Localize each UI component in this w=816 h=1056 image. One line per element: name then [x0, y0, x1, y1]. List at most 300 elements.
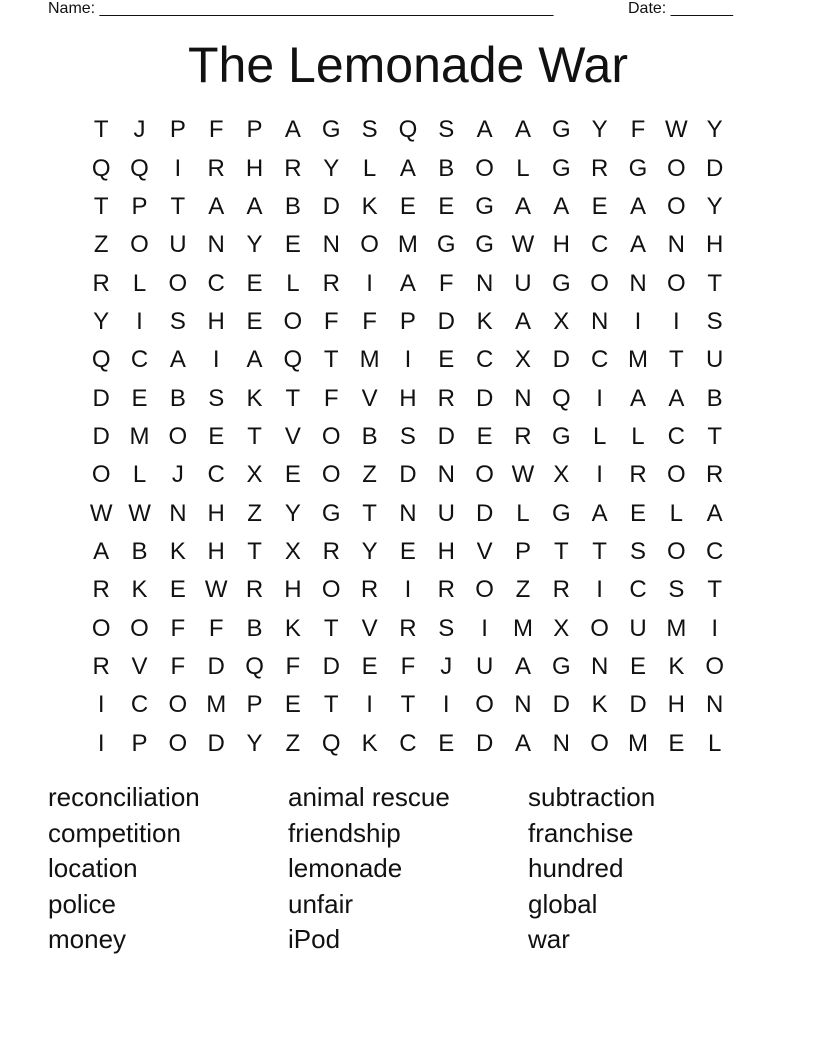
grid-letter: A [246, 346, 263, 374]
grid-letter: A [476, 116, 493, 144]
grid-letter: Q [551, 384, 571, 412]
grid-row [82, 686, 734, 724]
grid-letter: O [590, 269, 609, 297]
grid-letter: X [514, 346, 531, 374]
grid-letter: Q [91, 154, 111, 182]
grid-letter: R [92, 576, 110, 604]
grid-letter: Y [706, 192, 723, 220]
grid-letter: F [323, 307, 339, 335]
grid-letter: D [706, 154, 724, 182]
grid-letter: T [247, 422, 262, 450]
grid-letter: B [361, 422, 378, 450]
grid-letter: X [284, 537, 301, 565]
name-field-label: Name: ___________________________________________________ [48, 0, 554, 17]
grid-letter: E [208, 422, 225, 450]
word-bank-word: war [528, 924, 570, 954]
grid-letter: Y [706, 116, 723, 144]
grid-letter: J [440, 652, 453, 680]
word-bank-word: iPod [288, 924, 341, 954]
grid-letter: G [436, 231, 456, 259]
grid-letter: O [705, 652, 724, 680]
grid-letter: A [629, 192, 646, 220]
grid-letter: D [207, 652, 225, 680]
grid-letter: Z [362, 461, 377, 489]
grid-row [82, 456, 734, 494]
grid-row [82, 264, 734, 302]
grid-letter: H [245, 154, 264, 182]
grid-letter: F [362, 307, 377, 335]
grid-letter: S [399, 422, 416, 450]
grid-letter: G [551, 422, 571, 450]
grid-letter: U [706, 346, 724, 374]
grid-letter: I [596, 576, 603, 604]
word-bank-word: money [48, 924, 127, 954]
grid-letter: O [168, 691, 188, 719]
word-bank-word: franchise [528, 817, 634, 848]
grid-letter: R [284, 154, 302, 182]
grid-letter: N [514, 384, 532, 412]
grid-row [82, 533, 734, 571]
grid-letter: V [476, 537, 493, 565]
grid-letter: Y [591, 116, 608, 144]
grid-letter: E [246, 269, 263, 297]
grid-letter: I [404, 576, 412, 604]
grid-letter: C [629, 576, 647, 604]
grid-letter: R [514, 422, 532, 450]
grid-letter: Q [91, 346, 111, 374]
grid-letter: T [170, 192, 186, 220]
grid-letter: T [93, 192, 109, 220]
grid-letter: H [207, 537, 225, 565]
grid-row [82, 341, 734, 379]
grid-letter: C [207, 461, 225, 489]
grid-letter: T [400, 691, 416, 719]
grid-letter: M [129, 422, 150, 450]
grid-letter: E [629, 499, 646, 527]
grid-letter: E [668, 729, 685, 757]
grid-letter: D [437, 422, 455, 450]
grid-letter: A [93, 537, 110, 565]
grid-row [82, 418, 734, 456]
grid-letter: D [629, 691, 647, 719]
grid-letter: X [553, 461, 570, 489]
grid-letter: T [553, 537, 569, 565]
grid-letter: R [437, 576, 455, 604]
word-bank-word: location [48, 853, 138, 883]
grid-letter: A [246, 192, 263, 220]
grid-letter: O [590, 614, 609, 642]
grid-letter: Y [246, 729, 263, 757]
grid-letter: G [475, 192, 494, 220]
grid-letter: A [514, 192, 531, 220]
word-bank-column [48, 780, 288, 958]
word-bank-word: competition [48, 817, 181, 848]
grid-letter: U [475, 652, 494, 680]
grid-letter: T [93, 116, 109, 144]
grid-letter: T [247, 537, 262, 565]
grid-letter: H [207, 499, 225, 527]
grid-letter: P [399, 307, 416, 335]
grid-letter: R [552, 576, 570, 604]
grid-letter: O [283, 307, 303, 335]
grid-letter: O [475, 154, 494, 182]
grid-letter: E [284, 461, 301, 489]
grid-letter: I [596, 384, 603, 412]
grid-letter: W [665, 116, 688, 144]
grid-letter: F [208, 614, 224, 642]
grid-letter: Y [361, 537, 378, 565]
grid-letter: I [596, 461, 603, 489]
grid-letter: W [511, 231, 535, 259]
grid-letter: A [514, 652, 531, 680]
grid-letter: O [590, 729, 609, 757]
grid-letter: K [131, 576, 148, 604]
grid-letter: H [284, 576, 302, 604]
grid-row [82, 379, 734, 417]
grid-letter: G [321, 499, 341, 527]
grid-letter: D [475, 384, 494, 412]
grid-letter: L [362, 154, 377, 182]
grid-letter: P [514, 537, 531, 565]
grid-letter: D [475, 499, 494, 527]
grid-letter: R [207, 154, 225, 182]
grid-letter: N [207, 231, 225, 259]
grid-letter: N [667, 231, 685, 259]
grid-letter: G [628, 154, 648, 182]
grid-letter: A [208, 192, 225, 220]
grid-letter: O [168, 422, 188, 450]
grid-letter: S [438, 614, 455, 642]
grid-letter: G [475, 231, 494, 259]
grid-letter: D [92, 422, 110, 450]
grid-letter: I [672, 307, 680, 335]
grid-letter: X [246, 461, 263, 489]
grid-letter: A [668, 384, 685, 412]
grid-letter: K [476, 307, 493, 335]
grid-letter: C [475, 346, 494, 374]
grid-letter: A [591, 499, 608, 527]
grid-letter: S [629, 537, 646, 565]
grid-letter: R [322, 269, 340, 297]
grid-letter: B [131, 537, 148, 565]
grid-letter: Y [246, 231, 263, 259]
grid-letter: B [706, 384, 723, 412]
grid-letter: T [668, 346, 684, 374]
grid-row [82, 303, 734, 341]
grid-letter: P [131, 729, 148, 757]
grid-letter: O [130, 614, 149, 642]
grid-letter: H [437, 537, 455, 565]
grid-letter: R [437, 384, 455, 412]
grid-letter: A [553, 192, 570, 220]
grid-letter: U [629, 614, 647, 642]
header-line [48, 0, 733, 18]
grid-letter: D [322, 652, 340, 680]
grid-letter: L [707, 729, 722, 757]
grid-letter: E [629, 652, 646, 680]
grid-letter: Y [323, 154, 340, 182]
grid-letter: T [323, 691, 339, 719]
grid-letter: H [667, 691, 685, 719]
grid-letter: K [246, 384, 263, 412]
grid-letter: M [627, 346, 648, 374]
grid-letter: C [130, 346, 149, 374]
grid-letter: M [666, 614, 687, 642]
grid-letter: T [707, 422, 722, 450]
grid-letter: V [361, 614, 378, 642]
word-bank-word: animal rescue [288, 782, 450, 812]
grid-letter: N [590, 652, 609, 680]
grid-letter: M [627, 729, 648, 757]
grid-letter: O [475, 691, 494, 719]
grid-row [82, 494, 734, 532]
word-bank-word: police [48, 888, 116, 919]
grid-letter: R [629, 461, 647, 489]
grid-letter: L [592, 422, 607, 450]
word-bank-column [528, 780, 768, 958]
grid-letter: N [169, 499, 187, 527]
grid-letter: G [551, 269, 571, 297]
grid-letter: N [514, 691, 532, 719]
grid-letter: L [516, 499, 530, 527]
grid-letter: E [131, 384, 148, 412]
grid-letter: F [208, 116, 224, 144]
grid-letter: S [208, 384, 225, 412]
grid-letter: Z [93, 231, 109, 259]
grid-letter: U [437, 499, 455, 527]
grid-letter: E [169, 576, 186, 604]
word-bank-word: reconciliation [48, 782, 200, 812]
grid-letter: V [131, 652, 148, 680]
grid-letter: I [174, 154, 182, 182]
grid-letter: N [706, 691, 724, 719]
grid-letter: I [136, 307, 143, 335]
grid-letter: A [514, 307, 531, 335]
grid-letter: L [132, 461, 147, 489]
grid-letter: F [438, 269, 454, 297]
grid-letter: T [707, 269, 722, 297]
grid-letter: P [246, 691, 263, 719]
grid-row [82, 226, 734, 264]
grid-letter: G [321, 116, 341, 144]
grid-letter: H [207, 307, 225, 335]
grid-letter: P [246, 116, 263, 144]
grid-letter: L [132, 269, 147, 297]
grid-letter: M [397, 231, 418, 259]
grid-letter: D [207, 729, 225, 757]
grid-letter: D [399, 461, 417, 489]
grid-row [82, 725, 734, 763]
grid-letter: F [285, 652, 301, 680]
grid-letter: S [668, 576, 685, 604]
grid-letter: E [438, 346, 455, 374]
grid-letter: W [128, 499, 151, 527]
grid-letter: K [361, 729, 378, 757]
grid-letter: D [552, 691, 570, 719]
grid-row [82, 111, 734, 149]
grid-letter: T [707, 576, 722, 604]
grid-letter: U [514, 269, 532, 297]
grid-letter: B [284, 192, 301, 220]
grid-letter: C [667, 422, 685, 450]
grid-letter: B [246, 614, 263, 642]
word-bank-word: unfair [288, 888, 354, 919]
word-search-grid [82, 111, 734, 763]
grid-letter: K [169, 537, 186, 565]
grid-letter: M [359, 346, 380, 374]
grid-letter: N [399, 499, 417, 527]
grid-row [82, 648, 734, 686]
grid-letter: D [322, 192, 340, 220]
grid-letter: Q [130, 154, 149, 182]
grid-letter: E [284, 231, 301, 259]
grid-row [82, 149, 734, 187]
grid-letter: H [552, 231, 570, 259]
grid-letter: O [360, 231, 379, 259]
grid-letter: T [323, 614, 339, 642]
grid-letter: E [399, 192, 416, 220]
grid-letter: A [399, 269, 416, 297]
grid-letter: C [399, 729, 417, 757]
grid-letter: K [284, 614, 301, 642]
grid-letter: M [206, 691, 227, 719]
grid-letter: K [361, 192, 378, 220]
grid-letter: X [553, 307, 570, 335]
grid-letter: I [97, 729, 105, 757]
grid-letter: O [666, 461, 686, 489]
grid-letter: F [400, 652, 416, 680]
grid-letter: D [92, 384, 110, 412]
grid-letter: R [322, 537, 340, 565]
grid-letter: L [669, 499, 683, 527]
grid-letter: W [89, 499, 113, 527]
word-bank [48, 780, 768, 958]
grid-letter: C [590, 346, 609, 374]
grid-letter: H [399, 384, 417, 412]
grid-letter: G [551, 499, 571, 527]
grid-letter: E [284, 691, 301, 719]
grid-letter: N [552, 729, 570, 757]
grid-letter: Z [285, 729, 301, 757]
grid-letter: A [706, 499, 723, 527]
grid-letter: I [212, 346, 220, 374]
word-bank-word: lemonade [288, 853, 403, 883]
grid-letter: I [97, 691, 105, 719]
grid-letter: O [130, 231, 149, 259]
grid-letter: U [169, 231, 187, 259]
grid-letter: P [169, 116, 186, 144]
grid-letter: P [131, 192, 148, 220]
grid-letter: I [442, 691, 450, 719]
grid-letter: S [438, 116, 455, 144]
grid-letter: C [590, 231, 609, 259]
grid-letter: L [631, 422, 645, 450]
grid-letter: E [476, 422, 493, 450]
grid-letter: A [514, 729, 531, 757]
grid-letter: Z [247, 499, 262, 527]
grid-letter: F [170, 614, 186, 642]
grid-letter: R [245, 576, 264, 604]
grid-letter: L [516, 154, 530, 182]
grid-letter: K [591, 691, 608, 719]
grid-letter: Q [245, 652, 264, 680]
grid-letter: O [91, 461, 111, 489]
grid-letter: T [362, 499, 377, 527]
grid-letter: Q [283, 346, 303, 374]
grid-letter: O [321, 461, 341, 489]
grid-letter: I [366, 269, 373, 297]
grid-letter: R [360, 576, 379, 604]
grid-letter: F [170, 652, 186, 680]
word-bank-column [288, 780, 528, 958]
word-bank-word: friendship [288, 817, 401, 848]
grid-letter: I [366, 691, 373, 719]
grid-letter: N [629, 269, 647, 297]
word-bank-word: hundred [528, 853, 624, 883]
grid-row [82, 571, 734, 609]
grid-letter: T [592, 537, 607, 565]
grid-letter: S [169, 307, 186, 335]
grid-letter: O [666, 192, 686, 220]
grid-letter: E [399, 537, 416, 565]
grid-letter: F [630, 116, 646, 144]
grid-letter: B [438, 154, 455, 182]
grid-letter: A [629, 384, 646, 412]
grid-letter: E [246, 307, 263, 335]
grid-letter: Q [321, 729, 341, 757]
grid-letter: R [590, 154, 609, 182]
grid-letter: N [322, 231, 340, 259]
grid-letter: M [512, 614, 533, 642]
grid-letter: O [666, 154, 686, 182]
grid-letter: V [361, 384, 378, 412]
grid-letter: G [551, 154, 571, 182]
grid-letter: J [171, 461, 184, 489]
grid-letter: C [207, 269, 225, 297]
grid-letter: T [323, 346, 339, 374]
word-bank-word: global [528, 888, 598, 919]
grid-letter: F [323, 384, 339, 412]
grid-row [82, 609, 734, 647]
grid-letter: O [91, 614, 111, 642]
grid-letter: Y [284, 499, 301, 527]
grid-letter: O [321, 576, 341, 604]
grid-letter: I [404, 346, 412, 374]
grid-letter: D [437, 307, 455, 335]
grid-letter: W [511, 461, 535, 489]
date-field-label: Date: _______ [628, 0, 733, 17]
grid-letter: I [711, 614, 718, 642]
grid-letter: E [591, 192, 608, 220]
grid-letter: E [438, 192, 455, 220]
grid-letter: H [706, 231, 724, 259]
page-title: The Lemonade War [187, 37, 629, 93]
grid-letter: G [551, 116, 571, 144]
grid-letter: O [321, 422, 341, 450]
grid-letter: A [169, 346, 186, 374]
grid-letter: A [514, 116, 531, 144]
grid-letter: S [361, 116, 378, 144]
grid-letter: L [286, 269, 300, 297]
grid-letter: I [481, 614, 488, 642]
grid-letter: S [706, 307, 723, 335]
grid-letter: N [590, 307, 609, 335]
grid-letter: C [130, 691, 149, 719]
grid-letter: I [634, 307, 642, 335]
grid-letter: E [361, 652, 378, 680]
grid-letter: A [284, 116, 301, 144]
grid-letter: O [666, 537, 686, 565]
